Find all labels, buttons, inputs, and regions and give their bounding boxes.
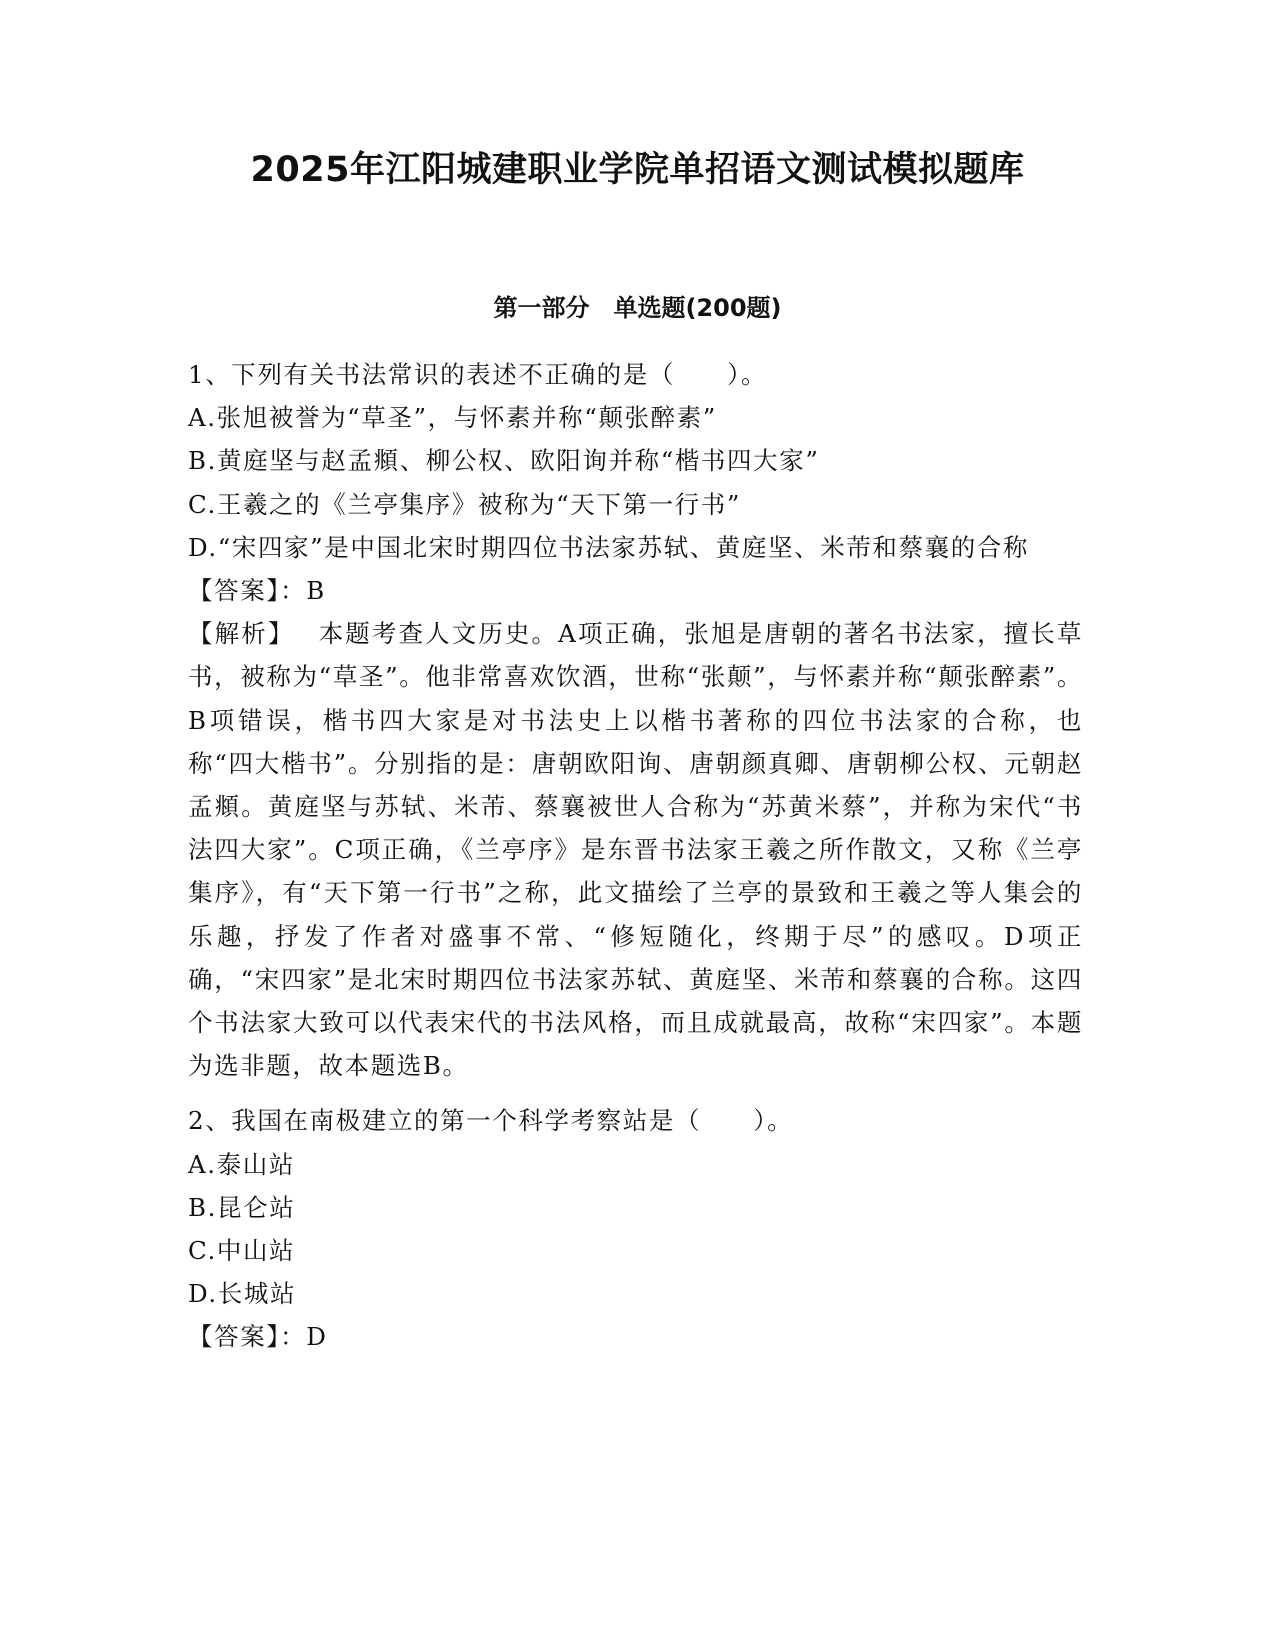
question-2-stem: 2、我国在南极建立的第一个科学考察站是（ ）。 [188,1106,794,1136]
question-2-option-d: D.长城站 [188,1279,297,1309]
answer-value: D [306,1322,328,1352]
question-1-analysis [188,612,1083,1087]
answer-label: 【答案】： [188,575,307,605]
answer-label: 【答案】： [188,1322,307,1352]
question-2-option-c: C.中山站 [188,1235,296,1265]
document-body [188,353,1083,1359]
answer-value: B [306,575,326,605]
question-2-answer [188,1315,1083,1358]
question-1-option-a: A.张旭被誉为“草圣”，与怀素并称“颠张醉素” [188,403,717,433]
question-2-option-a: A.泰山站 [188,1149,295,1179]
question-1-option-b: B.黄庭坚与赵孟頫、柳公权、欧阳询并称“楷书四大家” [188,446,820,476]
question-2-option-b: B.昆仑站 [188,1192,296,1222]
analysis-text: 本题考查人文历史。A项正确，张旭是唐朝的著名书法家，擅长草书，被称为“草圣”。他非常喜欢饮酒，世称“张颠”，与怀素并称“颠张醉素”。B项错误，楷书四大家是对书法史上以楷书著称的四位书法家的合称，也称“四大楷书”。分别指的是：唐朝欧阳询、唐朝颜真卿、唐朝柳公权、元朝赵孟頫。黄庭坚与苏轼、米芾、蔡襄被世人合称为“苏黄米蔡”，并称为宋代“书法四大家”。C项正确，《兰亭序》是东晋书法家王羲之所作散文，又称《兰亭集序》，有“天下第一行书”之称，此文描绘了兰亭的景致和王羲之等人集会的乐趣，抒发了作者对盛事不常、“修短随化，终期于尽”的感叹。D项正确，“宋四家”是北宋时期四位书法家苏轼、黄庭坚、米芾和蔡襄的合称。这四个书法家大致可以代表宋代的书法风格，而且成就最高，故称“宋四家”。本题为选非题，故本题选B。 [188,619,1083,1081]
question-1-option-c: C.王羲之的《兰亭集序》被称为“天下第一行书” [188,489,742,519]
question-1-stem: 1、下列有关书法常识的表述不正确的是（ ）。 [188,360,768,389]
question-1-answer [188,569,1083,612]
analysis-label: 【解析】 [188,619,283,649]
question-1 [188,353,1083,1087]
question-1-option-d: D.“宋四家”是中国北宋时期四位书法家苏轼、黄庭坚、米芾和蔡襄的合称 [188,532,1030,562]
section-heading: 第一部分 单选题(200题) [493,294,782,322]
document-title: 2025年江阳城建职业学院单招语文测试模拟题库 [250,150,1025,190]
question-2 [188,1099,1083,1358]
